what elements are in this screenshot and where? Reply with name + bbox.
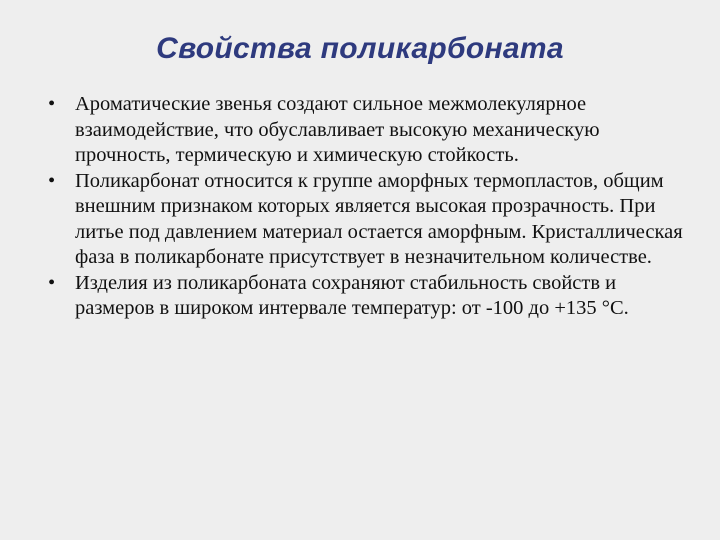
bullet-text: Изделия из поликарбоната сохраняют стабильность свойств и размеров в широком интервале температур: от -100 до +135 °С.	[75, 271, 629, 319]
bullet-list	[48, 92, 698, 322]
bullet-text: Ароматические звенья создают сильное межмолекулярное взаимодействие, что обуславливает высокую механическую прочность, термическую и химическую стойкость.	[75, 93, 600, 166]
bullet-text: Поликарбонат относится к группе аморфных термопластов, общим внешним признаком которых является высокая прозрачность. При литье под давлением материал остается аморфным. Кристаллическая фаза в поликарбонате присутствует в незначительном количестве.	[75, 169, 683, 268]
bullet-icon: •	[48, 271, 56, 294]
list-item	[48, 92, 698, 169]
list-item	[48, 169, 698, 271]
bullet-icon: •	[48, 93, 56, 115]
bullet-icon: •	[48, 169, 56, 192]
slide-title: Свойства поликарбоната	[156, 32, 564, 65]
list-item	[48, 271, 698, 322]
